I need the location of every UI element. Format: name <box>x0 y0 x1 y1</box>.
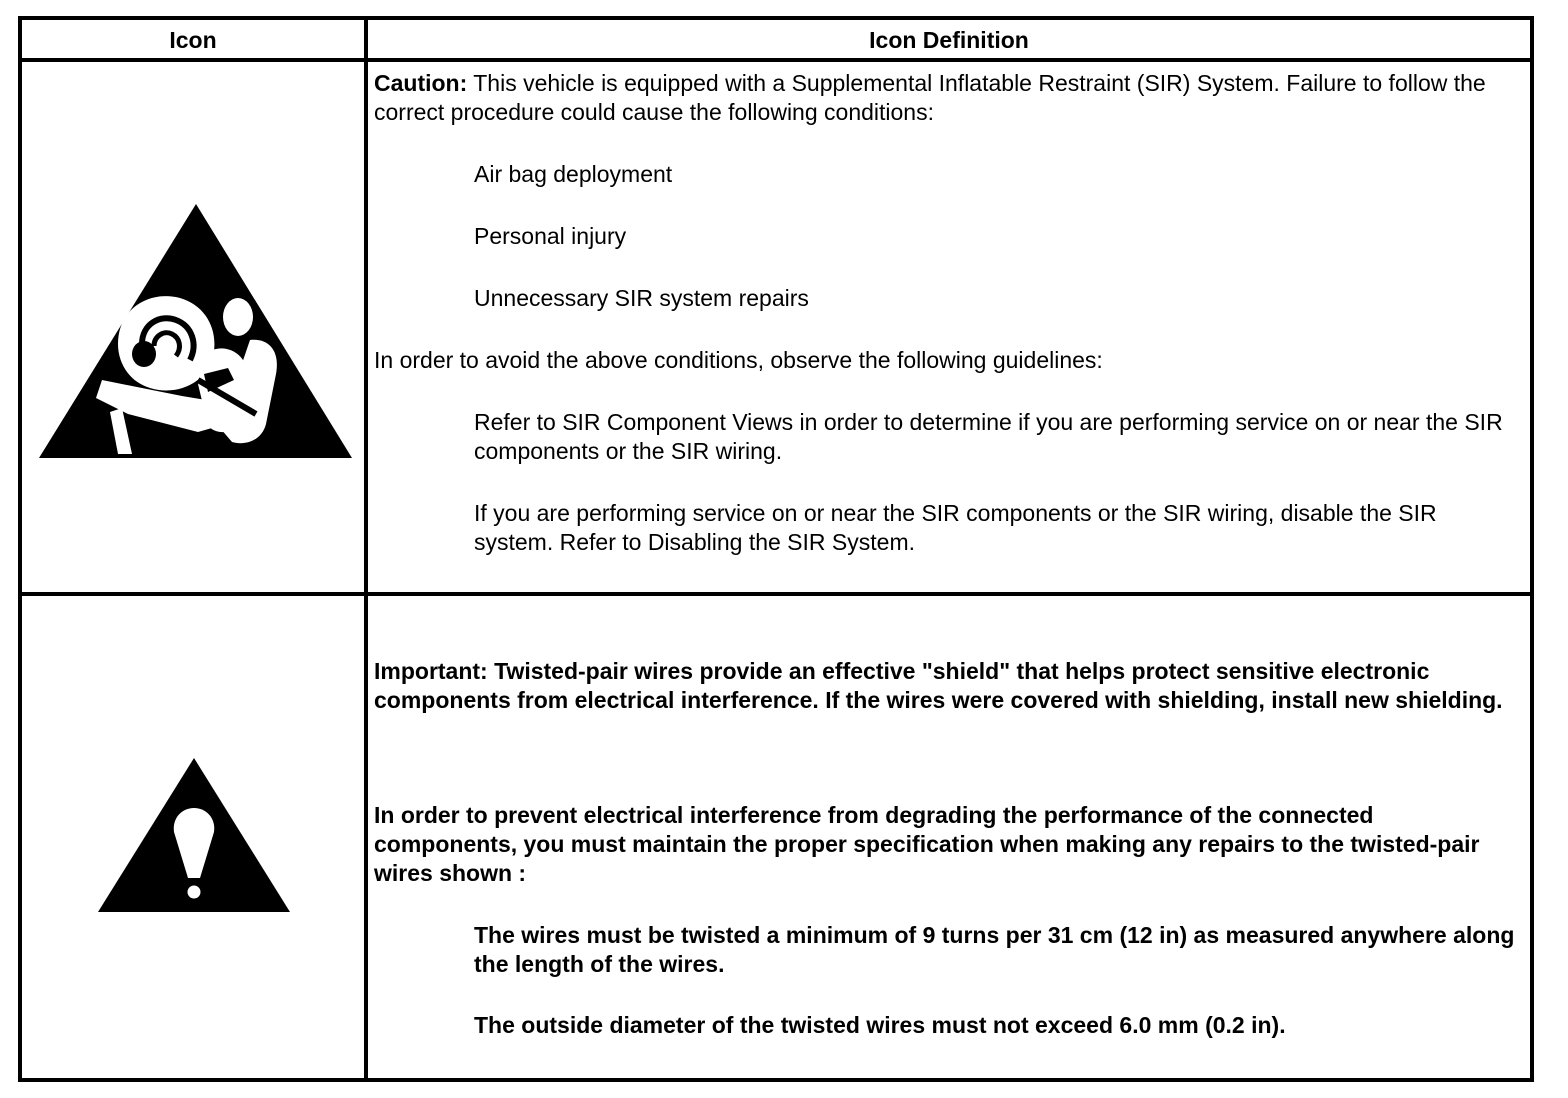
icon-definition-table <box>18 16 1534 1082</box>
guideline-item: If you are performing service on or near the SIR components or the SIR wiring, disable the SIR system. Refer to Disabling the SIR System. <box>474 500 1437 555</box>
spec-item: The wires must be twisted a minimum of 9 turns per 31 cm (12 in) as measured anywhere along the length of the wires. <box>474 922 1515 977</box>
definition-cell <box>368 62 1530 592</box>
column-divider <box>364 20 368 58</box>
condition-item: Air bag deployment <box>474 161 673 187</box>
definition-cell <box>368 596 1530 1082</box>
important-paragraph: Important: Twisted-pair wires provide an effective "shield" that helps protect sensitive electronic components from electrical interference. If the wires were covered with shielding, install new shielding. <box>374 658 1503 713</box>
table-row <box>22 596 1530 1082</box>
caution-text: This vehicle is equipped with a Supplemental Inflatable Restraint (SIR) System. Failure to follow the correct procedure could cause the following conditions: <box>374 70 1486 125</box>
condition-item: Personal injury <box>474 223 627 249</box>
prevent-paragraph: In order to prevent electrical interference from degrading the performance of the connected components, you must maintain the proper specification when making any repairs to the twisted-pair wires shown : <box>374 802 1480 886</box>
spec-item: The outside diameter of the twisted wires must not exceed 6.0 mm (0.2 in). <box>474 1012 1286 1038</box>
guidelines-intro: In order to avoid the above conditions, observe the following guidelines: <box>374 347 1103 373</box>
condition-item: Unnecessary SIR system repairs <box>474 285 809 311</box>
sir-airbag-warning-icon <box>22 62 364 592</box>
table-header-row <box>22 20 1530 62</box>
table-row <box>22 62 1530 596</box>
icon-cell <box>22 596 364 1082</box>
icon-cell <box>22 62 364 592</box>
guideline-item: Refer to SIR Component Views in order to determine if you are performing service on or near the SIR components or the SIR wiring. <box>474 409 1503 464</box>
header-icon-definition: Icon Definition <box>869 27 1029 53</box>
header-icon: Icon <box>169 27 217 53</box>
caution-label: Caution: <box>374 70 468 96</box>
exclamation-warning-icon <box>22 596 364 1082</box>
caution-paragraph <box>374 69 1520 127</box>
